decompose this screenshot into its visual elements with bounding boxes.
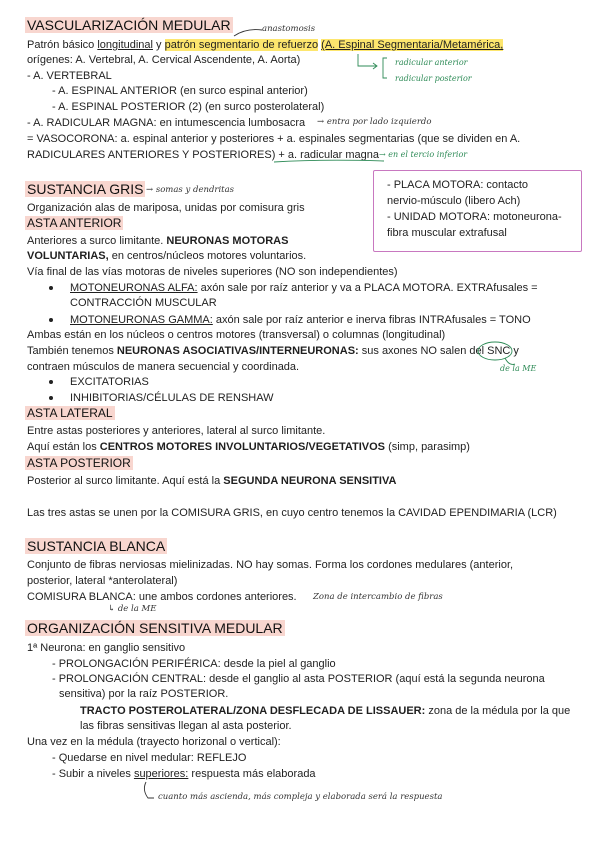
blanca-l3: COMISURA BLANCA: une ambos cordones anteriores. [27, 591, 297, 603]
gris-lat1: Entre astas posteriores y anteriores, lateral al surco limitante. [27, 425, 326, 437]
heading-asta-anterior: ASTA ANTERIOR [27, 216, 122, 230]
box-line-1: - PLACA MOTORA: contacto [387, 179, 529, 191]
bullet-inhibitorias [49, 396, 53, 400]
box-placa-motora [373, 170, 582, 252]
arrow-final-icon [138, 780, 158, 802]
gris-excitatorias: EXCITATORIAS [70, 376, 149, 388]
underline-magna [272, 158, 392, 166]
heading-sustancia-gris: SUSTANCIA GRIS [27, 181, 144, 197]
vasc-line-5: - A. ESPINAL POSTERIOR (2) (en surco posterolateral) [52, 101, 325, 113]
sens-l1: 1ª Neurona: en ganglio sensitivo [27, 642, 186, 654]
note-magna: → entra por lado izquierdo [317, 117, 432, 127]
note-final: cuanto más ascienda, más compleja y elaborada será la respuesta [158, 792, 443, 802]
sens-l7: Una vez en la médula (trayecto horizonal o vertical): [27, 736, 281, 748]
bullet-excitatorias [49, 380, 53, 384]
box-line-4: fibra muscular extrafusal [387, 227, 507, 239]
heading-organizacion-sensitiva: ORGANIZACIÓN SENSITIVA MEDULAR [27, 620, 283, 636]
blanca-l2: posterior, lateral *anterolateral) [27, 575, 178, 587]
sens-l8: - Quedarse en nivel medular: REFLEJO [52, 752, 247, 764]
arrow-segmentaria-icon [355, 52, 395, 82]
note-de-la-me: de la ME [500, 364, 537, 373]
gris-alfa: MOTONEURONAS ALFA: axón sale por raíz anterior y va a PLACA MOTORA. EXTRAfusales = [70, 282, 538, 294]
note-radicular-posterior: radicular posterior [395, 74, 472, 83]
sens-l4: sensitiva) por la raíz POSTERIOR. [59, 688, 229, 700]
sens-l9: - Subir a niveles superiores: respuesta más elaborada [52, 768, 316, 780]
gris-a6: contraen músculos de manera secuencial y coordinada. [27, 361, 300, 373]
gris-a5: También tenemos NEURONAS ASOCIATIVAS/INTERNEURONAS: sus axones NO salen del SNC y [27, 345, 519, 357]
heading-asta-lateral: ASTA LATERAL [27, 406, 113, 420]
gris-a3: Vía final de las vías motoras de niveles superiores (NO son independientes) [27, 266, 398, 278]
gris-a4: Ambas están en los núcleos o centros motores (transversal) o columnas (longitudinal) [27, 329, 446, 341]
sens-l5: TRACTO POSTEROLATERAL/ZONA DESFLECADA DE LISSAUER: zona de la médula por la que [80, 705, 571, 717]
box-line-3: - UNIDAD MOTORA: motoneurona- [387, 211, 562, 223]
note-de-la-me-2: ↳ de la ME [108, 604, 157, 614]
note-somas: → somas y dendritas [146, 185, 235, 195]
note-anastomosis: anastomosis [262, 24, 316, 34]
vasc-line-4: - A. ESPINAL ANTERIOR (en surco espinal anterior) [52, 85, 308, 97]
note-tercio-inferior: → en el tercio inferior [379, 150, 468, 159]
heading-vascularizacion: VASCULARIZACIÓN MEDULAR [27, 17, 231, 33]
vasc-line-7: = VASOCORONA: a. espinal anterior y posteriores + a. espinales segmentarias (que se dividen en A. [27, 133, 521, 145]
gris-inhibitorias: INHIBITORIAS/CÉLULAS DE RENSHAW [70, 392, 274, 404]
note-radicular-anterior: radicular anterior [395, 58, 468, 67]
heading-sustancia-blanca: SUSTANCIA BLANCA [27, 538, 166, 554]
note-zona-intercambio: Zona de intercambio de fibras [313, 592, 443, 602]
gris-a1: Anteriores a surco limitante. NEURONAS MOTORAS [27, 235, 289, 247]
sens-l3: - PROLONGACIÓN CENTRAL: desde el ganglio al asta POSTERIOR (aquí está la segunda neurona [52, 673, 545, 685]
gris-alfa-2: CONTRACCIÓN MUSCULAR [70, 297, 217, 309]
vasc-line-1: Patrón básico longitudinal y patrón segmentario de refuerzo (A. Espinal Segmentaria/Metamérica, [27, 39, 504, 51]
blanca-l1: Conjunto de fibras nerviosas mielinizadas. NO hay somas. Forma los cordones medulares (anterior, [27, 559, 514, 571]
gris-line-1: Organización alas de mariposa, unidas por comisura gris [27, 202, 305, 214]
sens-l6: las fibras sensitivas llegan al asta posterior. [80, 720, 292, 732]
vasc-line-3: - A. VERTEBRAL [27, 70, 112, 82]
gris-lat2: Aquí están los CENTROS MOTORES INVOLUNTARIOS/VEGETATIVOS (simp, parasimp) [27, 441, 470, 453]
gris-gamma: MOTONEURONAS GAMMA: axón sale por raíz anterior e inerva fibras INTRAfusales = TONO [70, 314, 531, 326]
vasc-line-2: orígenes: A. Vertebral, A. Cervical Ascendente, A. Aorta) [27, 54, 301, 66]
box-line-2: nervio-músculo (libero Ach) [387, 195, 521, 207]
gris-union: Las tres astas se unen por la COMISURA GRIS, en cuyo centro tenemos la CAVIDAD EPENDIMARIA (LCR) [27, 507, 557, 519]
bullet-gamma [49, 318, 53, 322]
gris-post1: Posterior al surco limitante. Aquí está la SEGUNDA NEURONA SENSITIVA [27, 475, 397, 487]
bullet-alfa [49, 286, 53, 290]
vasc-line-6: - A. RADICULAR MAGNA: en intumescencia lumbosacra [27, 117, 306, 129]
gris-a2: VOLUNTARIAS, en centros/núcleos motores voluntarios. [27, 250, 307, 262]
heading-asta-posterior: ASTA POSTERIOR [27, 456, 131, 470]
sens-l2: - PROLONGACIÓN PERIFÉRICA: desde la piel al ganglio [52, 658, 336, 670]
vasc-line-8: RADICULARES ANTERIORES Y POSTERIORES) + a. radicular magna [27, 149, 380, 161]
